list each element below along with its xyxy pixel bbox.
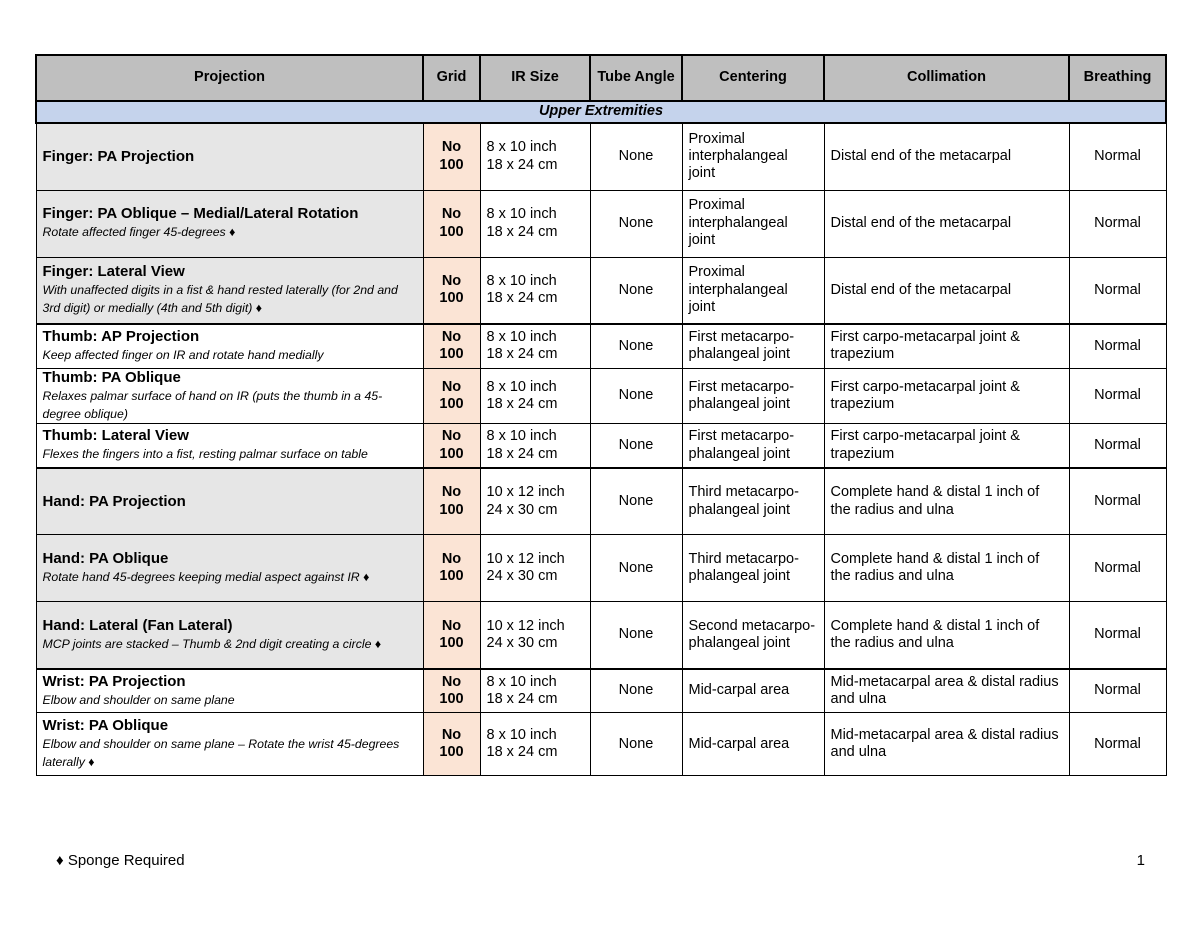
- tube-angle-value: None: [618, 281, 654, 298]
- centering-cell: [682, 602, 824, 669]
- ir-size-cell: [480, 713, 590, 776]
- section-row: [36, 101, 1166, 123]
- projection-name: Hand: Lateral (Fan Lateral): [42, 616, 233, 634]
- ir-size-cm: 18 x 24 cm: [486, 445, 558, 462]
- projection-cell: [36, 190, 423, 257]
- projection-cell: [36, 713, 423, 776]
- grid-cell: [423, 535, 480, 602]
- breathing-value: Normal: [1094, 337, 1141, 354]
- collimation-value: Complete hand & distal 1 inch of the radius and ulna: [830, 550, 1040, 585]
- grid-ratio: 100: [439, 445, 464, 462]
- grid-ratio: 100: [439, 635, 464, 652]
- collimation-value: Complete hand & distal 1 inch of the radius and ulna: [830, 484, 1040, 518]
- grid-cell: [423, 190, 480, 257]
- header-row: [36, 55, 1166, 101]
- grid-value: No: [441, 428, 462, 445]
- projection-note: Relaxes palmar surface of hand on IR (puts the thumb in a 45-degree oblique): [42, 388, 383, 421]
- centering-cell: [682, 468, 824, 535]
- collimation-value: First carpo-metacarpal joint & trapezium: [830, 328, 1020, 363]
- projection-name: Wrist: PA Projection: [42, 672, 186, 690]
- tube-angle-cell: [590, 123, 682, 190]
- header-ir-size: IR Size: [480, 55, 590, 101]
- breathing-cell: [1069, 602, 1166, 669]
- projection-cell: [36, 468, 423, 535]
- grid-ratio: 100: [439, 346, 464, 363]
- centering-value: Second metacarpo-phalangeal joint: [688, 617, 816, 652]
- ir-size-inch: 8 x 10 inch: [486, 726, 557, 743]
- table-row: [36, 190, 1166, 257]
- breathing-cell: [1069, 713, 1166, 776]
- collimation-cell: [824, 535, 1069, 602]
- grid-cell: [423, 123, 480, 190]
- tube-angle-value: None: [618, 337, 654, 354]
- tube-angle-cell: [590, 424, 682, 468]
- collimation-cell: [824, 324, 1069, 368]
- grid-value: No: [441, 206, 462, 223]
- ir-size-cell: [480, 324, 590, 368]
- ir-size-inch: 8 x 10 inch: [486, 206, 557, 223]
- collimation-value: Mid-metacarpal area & distal radius and ulna: [830, 673, 1059, 708]
- centering-cell: [682, 190, 824, 257]
- table-row: [36, 424, 1166, 468]
- header-grid: Grid: [423, 55, 480, 101]
- projection-name: Finger: PA Oblique – Medial/Lateral Rotation: [42, 205, 359, 223]
- header-tube-angle: Tube Angle: [590, 55, 682, 101]
- projection-table: [35, 54, 1167, 776]
- projection-note: Keep affected finger on IR and rotate hand medially: [42, 348, 324, 363]
- projection-note: Flexes the fingers into a fist, resting palmar surface on table: [42, 447, 368, 462]
- grid-ratio: 100: [439, 223, 464, 240]
- header-collimation: Collimation: [824, 55, 1069, 101]
- table-row: [36, 324, 1166, 368]
- centering-value: Third metacarpo-phalangeal joint: [688, 484, 799, 518]
- grid-cell: [423, 368, 480, 424]
- collimation-cell: [824, 713, 1069, 776]
- ir-size-cell: [480, 535, 590, 602]
- ir-size-inch: 8 x 10 inch: [486, 328, 557, 345]
- ir-size-cm: 18 x 24 cm: [486, 744, 558, 761]
- table-row: [36, 602, 1166, 669]
- projection-cell: [36, 368, 423, 424]
- collimation-value: First carpo-metacarpal joint & trapezium: [830, 378, 1020, 412]
- grid-value: No: [441, 726, 462, 743]
- projection-name: Hand: PA Projection: [42, 492, 186, 510]
- ir-size-inch: 10 x 12 inch: [486, 484, 565, 501]
- centering-value: Proximal interphalangeal joint: [688, 197, 788, 249]
- collimation-cell: [824, 669, 1069, 713]
- breathing-value: Normal: [1094, 148, 1141, 165]
- ir-size-inch: 8 x 10 inch: [486, 139, 557, 156]
- ir-size-cm: 18 x 24 cm: [486, 691, 558, 708]
- grid-ratio: 100: [439, 691, 464, 708]
- page-number: 1: [1136, 852, 1145, 869]
- projection-note: Elbow and shoulder on same plane – Rotate the wrist 45-degrees laterally ♦: [42, 736, 400, 770]
- collimation-value: Distal end of the metacarpal: [830, 281, 1012, 298]
- collimation-value: Distal end of the metacarpal: [830, 214, 1012, 231]
- grid-ratio: 100: [439, 395, 464, 412]
- ir-size-cell: [480, 368, 590, 424]
- breathing-value: Normal: [1094, 682, 1141, 699]
- ir-size-cell: [480, 424, 590, 468]
- collimation-cell: [824, 123, 1069, 190]
- centering-value: Mid-carpal area: [688, 682, 790, 699]
- grid-ratio: 100: [439, 156, 464, 173]
- centering-cell: [682, 535, 824, 602]
- breathing-cell: [1069, 535, 1166, 602]
- grid-value: No: [441, 378, 462, 395]
- centering-cell: [682, 123, 824, 190]
- grid-cell: [423, 468, 480, 535]
- centering-cell: [682, 713, 824, 776]
- header-breathing: Breathing: [1069, 55, 1166, 101]
- projection-note: Rotate hand 45-degrees keeping medial aspect against IR ♦: [42, 570, 370, 585]
- projection-name: Thumb: PA Oblique: [42, 368, 181, 386]
- breathing-cell: [1069, 190, 1166, 257]
- tube-angle-value: None: [618, 626, 654, 643]
- grid-cell: [423, 324, 480, 368]
- ir-size-cell: [480, 669, 590, 713]
- collimation-cell: [824, 368, 1069, 424]
- centering-cell: [682, 324, 824, 368]
- tube-angle-value: None: [618, 387, 654, 404]
- ir-size-inch: 8 x 10 inch: [486, 673, 557, 690]
- projection-cell: [36, 324, 423, 368]
- collimation-value: Distal end of the metacarpal: [830, 148, 1012, 165]
- projection-name: Wrist: PA Oblique: [42, 716, 169, 734]
- tube-angle-value: None: [618, 735, 654, 752]
- table-row: [36, 368, 1166, 424]
- tube-angle-cell: [590, 535, 682, 602]
- projection-cell: [36, 257, 423, 324]
- ir-size-cm: 18 x 24 cm: [486, 223, 558, 240]
- tube-angle-cell: [590, 368, 682, 424]
- centering-value: First metacarpo-phalangeal joint: [688, 378, 795, 412]
- ir-size-cm: 24 x 30 cm: [486, 501, 558, 518]
- grid-cell: [423, 257, 480, 324]
- projection-note: Rotate affected finger 45-degrees ♦: [42, 225, 236, 240]
- collimation-cell: [824, 190, 1069, 257]
- table-row: [36, 123, 1166, 190]
- tube-angle-cell: [590, 468, 682, 535]
- footer-note: ♦ Sponge Required: [56, 852, 185, 869]
- centering-value: Third metacarpo-phalangeal joint: [688, 550, 799, 585]
- centering-value: Proximal interphalangeal joint: [688, 264, 788, 315]
- grid-value: No: [441, 550, 462, 567]
- ir-size-inch: 8 x 10 inch: [486, 272, 557, 289]
- ir-size-inch: 10 x 12 inch: [486, 550, 565, 567]
- table-row: [36, 535, 1166, 602]
- grid-value: No: [441, 617, 462, 634]
- tube-angle-cell: [590, 669, 682, 713]
- breathing-value: Normal: [1094, 387, 1141, 404]
- centering-cell: [682, 368, 824, 424]
- breathing-value: Normal: [1094, 559, 1141, 576]
- breathing-cell: [1069, 123, 1166, 190]
- tube-angle-cell: [590, 257, 682, 324]
- projection-name: Thumb: Lateral View: [42, 427, 189, 445]
- tube-angle-value: None: [618, 559, 654, 576]
- grid-value: No: [441, 328, 462, 345]
- tube-angle-value: None: [618, 682, 654, 699]
- header-projection: Projection: [36, 55, 423, 101]
- centering-value: First metacarpo-phalangeal joint: [688, 328, 795, 363]
- breathing-value: Normal: [1094, 626, 1141, 643]
- projection-note: MCP joints are stacked – Thumb & 2nd digit creating a circle ♦: [42, 636, 382, 651]
- ir-size-cell: [480, 190, 590, 257]
- projection-name: Thumb: AP Projection: [42, 328, 200, 346]
- grid-ratio: 100: [439, 568, 464, 585]
- tube-angle-cell: [590, 190, 682, 257]
- grid-value: No: [441, 139, 462, 156]
- collimation-cell: [824, 602, 1069, 669]
- ir-size-cm: 18 x 24 cm: [486, 156, 558, 173]
- tube-angle-value: None: [618, 214, 654, 231]
- breathing-value: Normal: [1094, 735, 1141, 752]
- header-centering: Centering: [682, 55, 824, 101]
- ir-size-cm: 24 x 30 cm: [486, 635, 558, 652]
- ir-size-cm: 18 x 24 cm: [486, 395, 558, 412]
- ir-size-inch: 8 x 10 inch: [486, 378, 557, 395]
- breathing-cell: [1069, 324, 1166, 368]
- breathing-cell: [1069, 368, 1166, 424]
- breathing-cell: [1069, 669, 1166, 713]
- centering-value: Mid-carpal area: [688, 735, 790, 752]
- ir-size-cm: 24 x 30 cm: [486, 568, 558, 585]
- table-row: [36, 669, 1166, 713]
- projection-name: Hand: PA Oblique: [42, 550, 169, 568]
- projection-cell: [36, 123, 423, 190]
- centering-value: Proximal interphalangeal joint: [688, 130, 788, 182]
- centering-value: First metacarpo-phalangeal joint: [688, 428, 795, 462]
- collimation-value: Mid-metacarpal area & distal radius and ulna: [830, 726, 1059, 761]
- collimation-value: Complete hand & distal 1 inch of the radius and ulna: [830, 617, 1040, 652]
- breathing-cell: [1069, 424, 1166, 468]
- ir-size-cell: [480, 123, 590, 190]
- grid-value: No: [441, 272, 462, 289]
- projection-cell: [36, 424, 423, 468]
- grid-ratio: 100: [439, 501, 464, 518]
- tube-angle-value: None: [618, 436, 654, 453]
- breathing-cell: [1069, 257, 1166, 324]
- centering-cell: [682, 669, 824, 713]
- grid-value: No: [441, 484, 462, 501]
- grid-cell: [423, 713, 480, 776]
- breathing-value: Normal: [1094, 214, 1141, 231]
- grid-value: No: [441, 673, 462, 690]
- section-title: Upper Extremities: [36, 101, 1166, 123]
- projection-cell: [36, 535, 423, 602]
- centering-cell: [682, 424, 824, 468]
- tube-angle-cell: [590, 713, 682, 776]
- collimation-cell: [824, 424, 1069, 468]
- breathing-value: Normal: [1094, 281, 1141, 298]
- breathing-value: Normal: [1094, 492, 1141, 509]
- tube-angle-value: None: [618, 148, 654, 165]
- projection-name: Finger: PA Projection: [42, 147, 195, 165]
- projection-cell: [36, 669, 423, 713]
- projection-note: Elbow and shoulder on same plane: [42, 692, 235, 707]
- projection-name: Finger: Lateral View: [42, 262, 185, 280]
- table-row: [36, 468, 1166, 535]
- centering-cell: [682, 257, 824, 324]
- projection-note: With unaffected digits in a fist & hand rested laterally (for 2nd and 3rd digit) or medially (4th and 5th digit) ♦: [42, 282, 398, 316]
- ir-size-cell: [480, 468, 590, 535]
- tube-angle-cell: [590, 602, 682, 669]
- projection-cell: [36, 602, 423, 669]
- collimation-cell: [824, 468, 1069, 535]
- ir-size-cell: [480, 602, 590, 669]
- table-row: [36, 257, 1166, 324]
- collimation-cell: [824, 257, 1069, 324]
- ir-size-cm: 18 x 24 cm: [486, 290, 558, 307]
- ir-size-cm: 18 x 24 cm: [486, 346, 558, 363]
- grid-ratio: 100: [439, 744, 464, 761]
- breathing-cell: [1069, 468, 1166, 535]
- grid-cell: [423, 602, 480, 669]
- ir-size-cell: [480, 257, 590, 324]
- grid-ratio: 100: [439, 290, 464, 307]
- grid-cell: [423, 424, 480, 468]
- ir-size-inch: 8 x 10 inch: [486, 428, 557, 445]
- ir-size-inch: 10 x 12 inch: [486, 617, 565, 634]
- tube-angle-cell: [590, 324, 682, 368]
- breathing-value: Normal: [1094, 436, 1141, 453]
- table-row: [36, 713, 1166, 776]
- collimation-value: First carpo-metacarpal joint & trapezium: [830, 428, 1020, 462]
- tube-angle-value: None: [618, 492, 654, 509]
- grid-cell: [423, 669, 480, 713]
